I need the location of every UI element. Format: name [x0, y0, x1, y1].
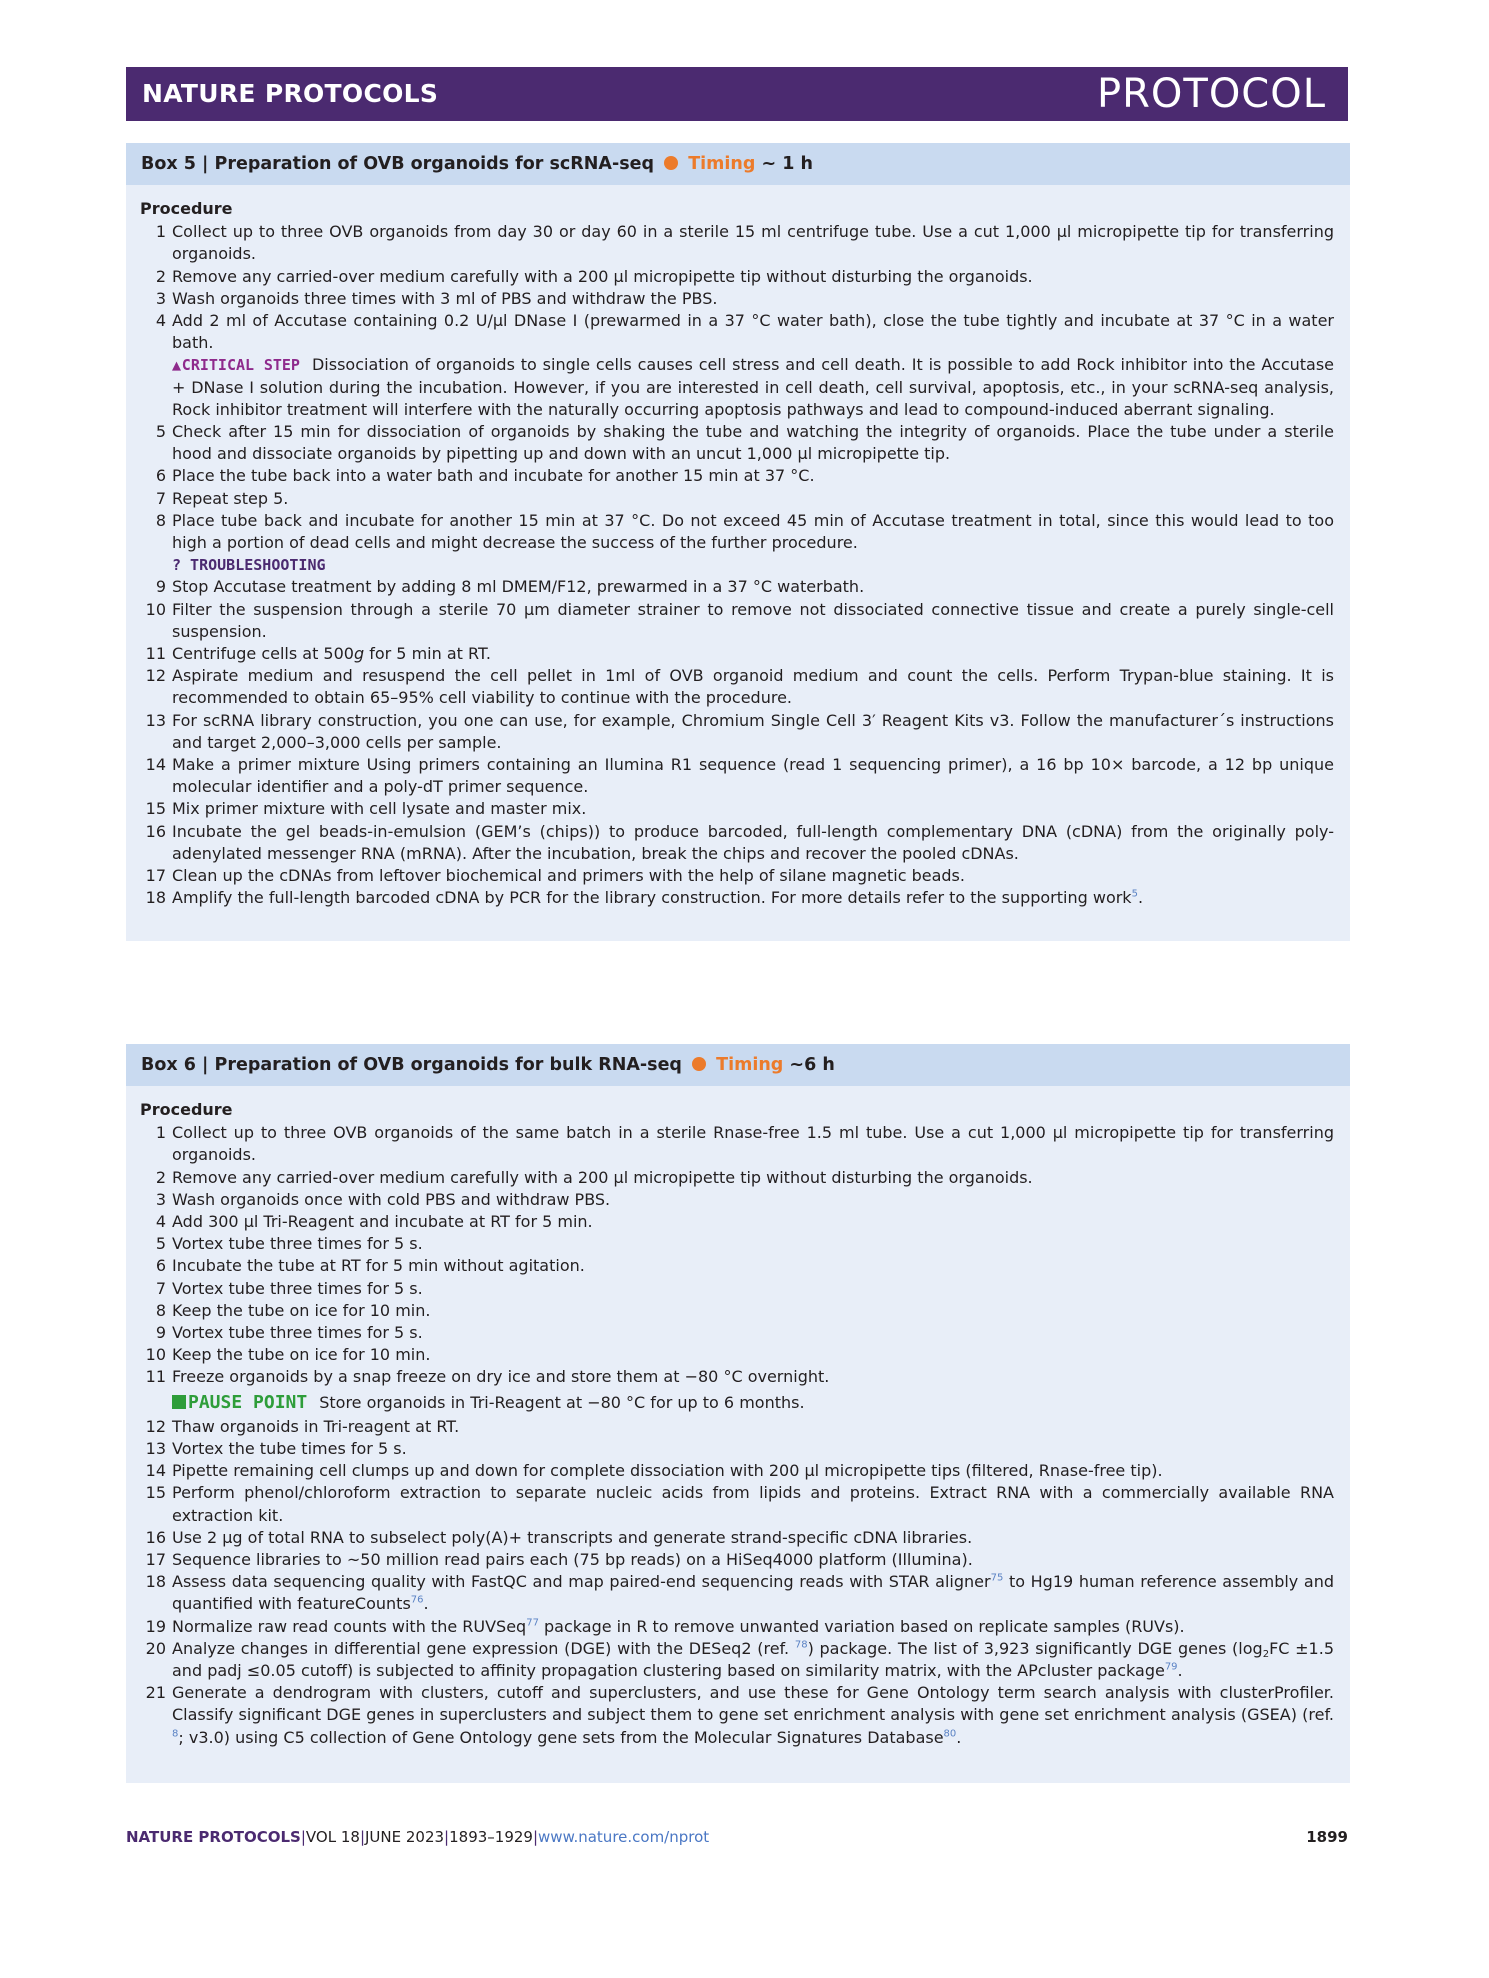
critical-step-note: [172, 354, 1334, 421]
pause-point-text: Store organoids in Tri-Reagent at −80 °C for up to 6 months.: [319, 1392, 805, 1412]
journal-header: [126, 67, 1348, 121]
pause-point-note: [172, 1392, 1334, 1414]
warning-triangle-icon: ▲: [172, 356, 182, 375]
step-2: 2 Remove any carried-over medium carefully with a 200 µl micropipette tip without disturbing the organoids.: [155, 1167, 1033, 1187]
step-11: 11 Freeze organoids by a snap freeze on dry ice and store them at −80 °C overnight.: [145, 1367, 830, 1387]
step-4: 4 Add 2 ml of Accutase containing 0.2 U/µl DNase I (prewarmed in a 37 °C water bath), close the tube tightly and incubate at 37 °C in a water bath.: [155, 311, 1334, 353]
step-11: 11 Centrifuge cells at 500g for 5 min at RT.: [145, 644, 491, 664]
timing-dot-icon: [692, 1057, 706, 1071]
timing-dot-icon: [664, 156, 678, 170]
step-16: 16 Incubate the gel beads-in-emulsion (GEM’s (chips)) to produce barcoded, full-length complementary DNA (cDNA) from the originally poly-adenylated messenger RNA (mRNA). After the incubation, break the chips and recover the pooled cDNAs.: [145, 821, 1334, 863]
step-2: 2 Remove any carried-over medium carefully with a 200 µl micropipette tip without disturbing the organoids.: [155, 266, 1033, 286]
critical-step-label: ▲CRITICAL STEP: [172, 356, 300, 375]
footer-volume: VOL 18: [305, 1828, 360, 1846]
box-6-timing-label: Timing: [716, 1055, 784, 1075]
pause-square-icon: [172, 1395, 186, 1409]
box-5-timing-value: ~ 1 h: [761, 154, 813, 174]
step-10: 10 Keep the tube on ice for 10 min.: [145, 1345, 431, 1365]
procedure-heading: Procedure: [140, 1100, 233, 1119]
step-7: 7 Vortex tube three times for 5 s.: [155, 1278, 423, 1298]
page-number: 1899: [1306, 1828, 1348, 1846]
document-type: PROTOCOL: [1096, 71, 1326, 117]
step-13: 13 Vortex the tube times for 5 s.: [145, 1439, 407, 1459]
step-1: 1 Collect up to three OVB organoids of the same batch in a sterile Rnase-free 1.5 ml tube. Use a cut 1,000 µl micropipette tip for transferring organoids.: [155, 1123, 1334, 1165]
step-17: 17 Sequence libraries to ~50 million read pairs each (75 bp reads) on a HiSeq4000 platform (Illumina).: [145, 1550, 973, 1570]
reference-link[interactable]: 8: [172, 1728, 179, 1740]
step-15: 15 Perform phenol/chloroform extraction to separate nucleic acids from lipids and proteins. Extract RNA with a commercially available RNA extraction kit.: [145, 1483, 1334, 1525]
step-20: 20 Analyze changes in differential gene expression (DGE) with the DESeq2 (ref. $^{78}$) package. The list of 3,923 significantly DGE genes ($\log_2FC \pm 1.5$ and padj ≤0.05 cutoff) is subjected to affinity propagation clustering based on similarity matrix, with the APcluster package$^{79}$.: [145, 1638, 1335, 1681]
step-5: 5 Vortex tube three times for 5 s.: [155, 1234, 423, 1254]
step-6: 6 Incubate the tube at RT for 5 min without agitation.: [155, 1256, 585, 1276]
journal-name: NATURE PROTOCOLS: [142, 79, 439, 108]
step-12: 12 Aspirate medium and resuspend the cell pellet in 1ml of OVB organoid medium and count the cells. Perform Trypan-blue staining. It is recommended to obtain 65–95% cell viability to continue with the procedure.: [145, 666, 1334, 708]
step-5: 5 Check after 15 min for dissociation of organoids by shaking the tube and watching the integrity of organoids. Place the tube under a sterile hood and dissociate organoids by pipetting up and down with an uncut 1,000 µl micropipette tip.: [155, 422, 1334, 464]
footer-journal: NATURE PROTOCOLS: [126, 1828, 301, 1846]
reference-link[interactable]: 77: [526, 1617, 539, 1629]
box-6-steps: [140, 1122, 1334, 1388]
step-1: 1 Collect up to three OVB organoids from day 30 or day 60 in a sterile 15 ml centrifuge tube. Use a cut 1,000 µl micropipette tip for transferring organoids.: [155, 222, 1334, 264]
step-3: 3 Wash organoids three times with 3 ml of PBS and withdraw the PBS.: [155, 288, 718, 308]
step-15: 15 Mix primer mixture with cell lysate and master mix.: [145, 799, 587, 819]
reference-link[interactable]: 75: [990, 1572, 1004, 1584]
step-8: 8 Place tube back and incubate for another 15 min at 37 °C. Do not exceed 45 min of Accutase treatment in total, since this would lead to too high a portion of dead cells and might decrease the success of the further procedure.: [155, 510, 1334, 553]
step-13: 13 For scRNA library construction, you one can use, for example, Chromium Single Cell 3′ Reagent Kits v3. Follow the manufacturer´s instructions and target 2,000–3,000 cells per sample.: [145, 710, 1334, 752]
reference-link[interactable]: 76: [410, 1595, 424, 1607]
reference-link[interactable]: 5: [1131, 888, 1138, 900]
box-6-timing-value: ~6 h: [789, 1055, 835, 1075]
step-18: 18 Amplify the full-length barcoded cDNA by PCR for the library construction. For more details refer to the supporting work$^5$.: [145, 888, 1144, 908]
step-17: 17 Clean up the cDNAs from leftover biochemical and primers with the help of silane magnetic beads.: [145, 866, 965, 886]
reference-link[interactable]: 78: [794, 1639, 808, 1651]
step-9: 9 Stop Accutase treatment by adding 8 ml DMEM/F12, prewarmed in a 37 °C waterbath.: [155, 577, 865, 597]
troubleshooting-link[interactable]: ? TROUBLESHOOTING: [172, 556, 326, 575]
critical-step-text: Dissociation of organoids to single cells causes cell stress and cell death. It is possible to add Rock inhibitor into the Accutase + DNase I solution during the incubation. However, if you are interested in cell death, cell survival, apoptosis, etc., in your scRNA-seq analysis, Rock inhibitor treatment will interfere with the naturally occurring apoptosis pathways and lead to compound-induced aberrant signaling.: [172, 355, 1335, 419]
step-10: 10 Filter the suspension through a sterile 70 µm diameter strainer to remove not dissociated connective tissue and create a purely single-cell suspension.: [145, 599, 1334, 641]
reference-link[interactable]: 79: [1164, 1661, 1178, 1673]
box-5-title: Box 5 | Preparation of OVB organoids for scRNA-seq: [141, 154, 655, 174]
step-16: 16 Use 2 µg of total RNA to subselect poly(A)+ transcripts and generate strand-specific cDNA libraries.: [145, 1527, 973, 1547]
step-8: 8 Keep the tube on ice for 10 min.: [155, 1300, 431, 1320]
box-6-heading: [126, 1044, 1350, 1086]
box-5: [126, 143, 1350, 941]
pause-point-label: PAUSE POINT: [172, 1392, 307, 1413]
footer-date: JUNE 2023: [365, 1828, 445, 1846]
box-6: [126, 1044, 1350, 1783]
page-footer: NATURE PROTOCOLS|VOL 18|JUNE 2023|1893–1929|www.nature.com/nprot 1899: [126, 1828, 1348, 1846]
step-7: 7 Repeat step 5.: [155, 488, 289, 508]
step-21: 21 Generate a dendrogram with clusters, cutoff and superclusters, and use these for Gene Ontology term search analysis with clusterProfiler. Classify significant DGE genes in superclusters and subject them to gene set enrichment analysis with gene set enrichment analysis (GSEA) (ref. $^8$; v3.0) using C5 collection of Gene Ontology gene sets from the Molecular Signatures Database$^{80}$.: [145, 1683, 1334, 1747]
box-6-title: Box 6 | Preparation of OVB organoids for bulk RNA-seq: [141, 1055, 682, 1075]
step-19: 19 Normalize raw read counts with the RUVSeq$^{77}$ package in R to remove unwanted variation based on replicate samples (RUVs).: [145, 1616, 1185, 1636]
procedure-heading: Procedure: [140, 199, 233, 218]
step-12: 12 Thaw organoids in Tri-reagent at RT.: [145, 1416, 460, 1436]
reference-link[interactable]: 80: [943, 1728, 957, 1740]
step-14: 14 Pipette remaining cell clumps up and down for complete dissociation with 200 µl micropipette tips (filtered, Rnase-free tip).: [145, 1461, 1163, 1481]
box-5-timing-label: Timing: [688, 154, 756, 174]
step-4: 4 Add 300 µl Tri-Reagent and incubate at RT for 5 min.: [155, 1212, 593, 1232]
step-3: 3 Wash organoids once with cold PBS and withdraw PBS.: [155, 1189, 611, 1209]
footer-url-link[interactable]: www.nature.com/nprot: [538, 1828, 710, 1846]
step-18: 18 Assess data sequencing quality with FastQC and map paired-end sequencing reads with STAR aligner$^{75}$ to Hg19 human reference assembly and quantified with featureCounts$^{76}$.: [145, 1572, 1334, 1614]
step-9: 9 Vortex tube three times for 5 s.: [155, 1323, 423, 1343]
step-6: 6 Place the tube back into a water bath and incubate for another 15 min at 37 °C.: [155, 466, 815, 486]
box-5-heading: [126, 143, 1350, 185]
step-14: 14 Make a primer mixture Using primers containing an Ilumina R1 sequence (read 1 sequencing primer), a 16 bp 10× barcode, a 12 bp unique molecular identifier and a poly-dT primer sequence.: [145, 755, 1334, 797]
footer-pages: 1893–1929: [449, 1828, 533, 1846]
box-5-steps: [140, 221, 1334, 354]
